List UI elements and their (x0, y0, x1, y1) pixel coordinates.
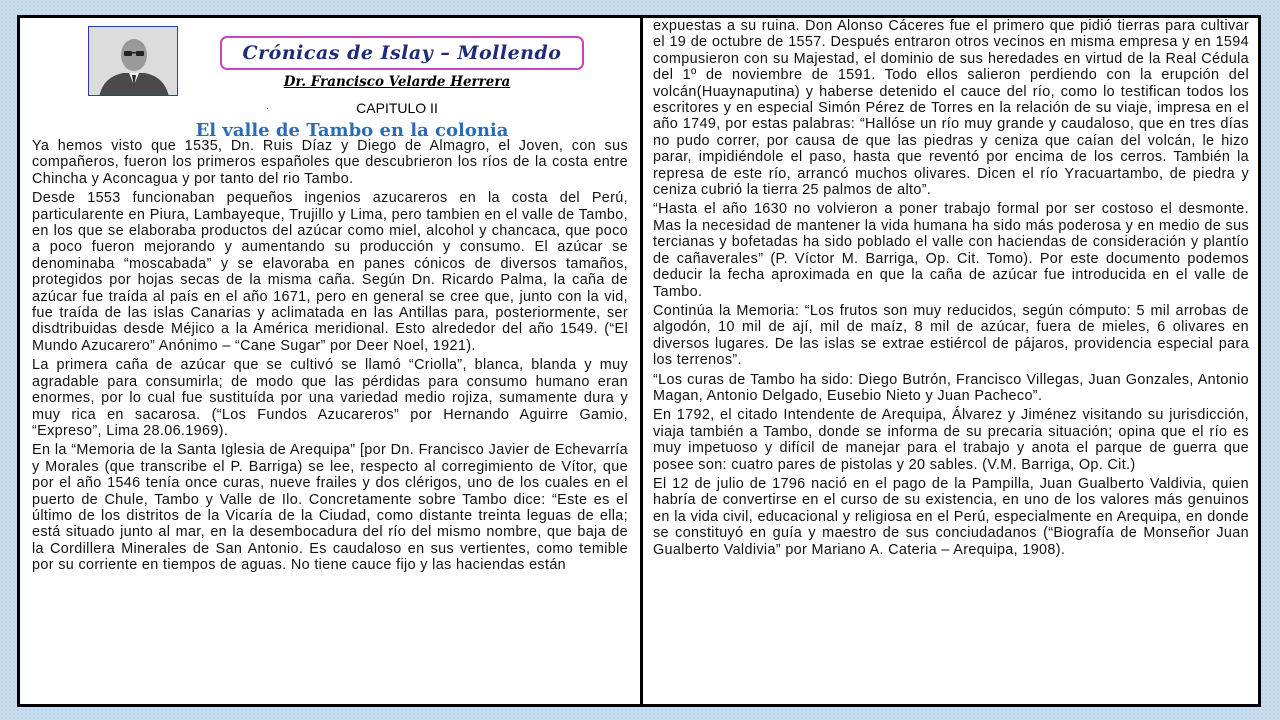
decorative-dot: · (266, 104, 270, 115)
paragraph: En la “Memoria de la Santa Iglesia de Arequipa” [por Dn. Francisco Javier de Echevarría y Morales (que transcribe el P. Barriga) se lee, respecto al corregimiento de Vítor, que por el año 1546 tenía once curas, nueve frailes y dos clérigos, uno de los cuales en el puerto de Chule, Tambo y Valle de Ilo. Concretamente sobre Tambo dice: “Este es el último de los distritos de la Vicaría de la Ciudad, como distante treinta leguas de ella; está situado junto al mar, en la desembocadura del río del mismo nombre, que baja de la Cordillera Minerales de San Antonio. Es caudaloso en sus vertientes, como temible por su corriente en tiempos de aguas. No tiene cauce fijo y las haciendas están (32, 442, 628, 574)
left-column (32, 22, 628, 702)
paragraph: El 12 de julio de 1796 nació en el pago de la Pampilla, Juan Gualberto Valdivia, quien habría de convertirse en el curso de su existencia, en uno de los valores más genuinos en la vida civil, educacional y religiosa en el Perú, especialmente en Arequipa, en donde se constituyó en guía y maestro de sus conciudadanos (“Biografía de Monseñor Juan Gualberto Valdivia” por Mariano A. Cateria – Arequipa, 1908). (653, 475, 1249, 558)
author-photo (88, 26, 178, 96)
right-body (653, 18, 1249, 558)
chapter-label: CAPITULO II (356, 100, 438, 116)
author-name: Dr. Francisco Velarde Herrera (283, 74, 511, 90)
paragraph: “Los curas de Tambo ha sido: Diego Butrón, Francisco Villegas, Juan Gonzales, Antonio Magan, Antonio Delgado, Eusebio Nieto y Juan Pacheco”. (653, 371, 1249, 404)
author-portrait-icon (89, 27, 178, 96)
section-heading: El valle de Tambo en la colonia (195, 120, 509, 141)
paragraph: En 1792, el citado Intendente de Arequipa, Álvarez y Jiménez visitando su jurisdicción, viaja también a Tambo, donde se informa de su precaria situación; opina que el río es muy impetuoso y difícil de manejar para el trabajo y anota el parque de guerra que posee son: cuatro pares de pistolas y 20 sables. (V.M. Barriga, Op. Cit.) (653, 407, 1249, 473)
header (32, 22, 628, 141)
paragraph: expuestas a su ruina. Don Alonso Cáceres fue el primero que pidió tierras para cultivar el 19 de octubre de 1557. Después entraron otros vecinos en misma empresa y en 1594 compusieron con su Majestad, el dominio de sus heredades en virtud de la Real Cédula del 1º de noviembre de 1591. Todo ellos salieron perdiendo con la erupción del volcán(Huaynaputina) y haberse detenido el cauce del río, como lo testifican todos los escritores y en especial Simón Pérez de Torres en la relación de su viaje, impresa en el año 1749, por estas palabras: “Hallóse un río muy grande y caudaloso, que en tres días no pudo correr, por causa de que las piedras y ceniza que caían del volcán, le hizo parar, impidiéndole el paso, hasta que reventó por encima de los cerros. También la represa de este río, arrancó muchos olivares. Dicen el río Yracuartambo, de piedra y ceniza cubrió la tierra 25 palmos de alto”. (653, 18, 1249, 199)
paragraph: Desde 1553 funcionaban pequeños ingenios azucareros en la costa del Perú, particularente en Piura, Lambayeque, Trujillo y Lima, pero tambien en el valle de Tambo, en los que se elaboraba productos del azúcar como miel, alcohol y chancaca, que poco a poco fueron mejorando y aumentando su producción y consumo. El azúcar se denominaba “moscabada” y se elavoraba en panes cónicos de diversos tamaños, protegidos por hojas secas de la misma caña. Según Dn. Ricardo Palma, la caña de azúcar fue traída al país en el año 1671, pero en general se cree que, junto con la vid, fue traída de las islas Canarias y aclimatada en las Antillas para, posteriormente, ser disdtribuidas desde Méjico a la América meridional. Esto alrededor del año 1549. (“El Mundo Azucarero” Anónimo – “Cane Sugar” por Deer Noel, 1921). (32, 190, 628, 354)
paragraph: La primera caña de azúcar que se cultivó se llamó “Criolla”, blanca, blanda y muy agradable para consumirla; de modo que las pérdidas para consumo humano eran enormes, por lo cual fue sustituída por una variedad medio rojiza, sumamente dura y muy rica en sacarosa. (“Los Fundos Azucareros” por Hernando Aguirre Gamio, “Expreso”, Lima 28.06.1969). (32, 357, 628, 439)
paragraph: “Hasta el año 1630 no volvieron a poner trabajo formal por ser costoso el desmonte. Mas la necesidad de mantener la vida humana ha sido más poderosa y en medio de sus tercianas y bofetadas ha sido poblado el valle con haciendas de consideración y plantío de cañaverales” (P. Víctor M. Barriga, Op. Cit. Tomo). Por este documento podemos deducir la fecha aproximada en que la caña de azúcar fue introducida en el valle de Tambo. (653, 201, 1249, 300)
series-title: Crónicas de Islay – Mollendo (242, 42, 562, 64)
column-divider (640, 18, 643, 704)
paragraph: Continúa la Memoria: “Los frutos son muy reducidos, según cómputo: 5 mil arrobas de algodón, 10 mil de ají, mil de maíz, 8 mil de azúcar, fuera de mieles, 6 olivares en diversos lugares. De las islas se extrae estiércol de pájaros, providencia especial para los terrenos”. (653, 302, 1249, 369)
series-banner (220, 36, 584, 70)
left-body (32, 138, 628, 574)
paragraph: Ya hemos visto que 1535, Dn. Ruis Díaz y Diego de Almagro, el Joven, con sus compañeros, fueron los primeros españoles que descubrieron los ríos de la costa entre Chincha y Aconcagua y por tanto del rio Tambo. (32, 138, 628, 187)
right-column (653, 18, 1249, 702)
document-page (17, 15, 1261, 707)
